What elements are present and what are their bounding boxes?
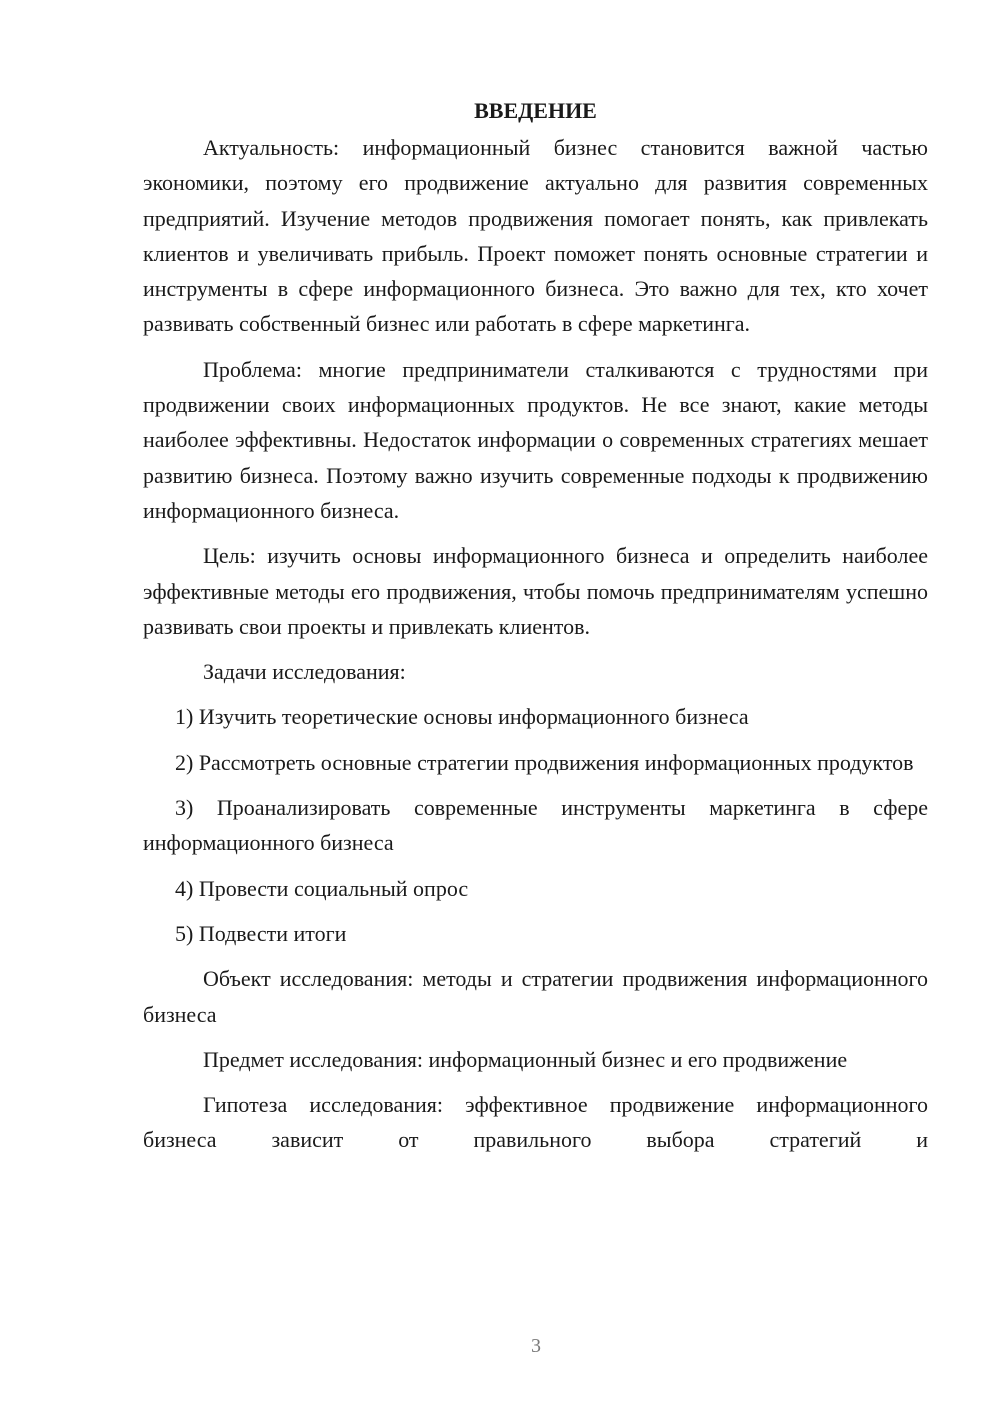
paragraph-object: Объект исследования: методы и стратегии продвижения информационного бизнеса — [143, 966, 928, 1027]
paragraph-goal: Цель: изучить основы информационного бизнеса и определить наиболее эффективные методы его продвижения, чтобы помочь предпринимателям успешно развивать свои проекты и привлекать клиентов. — [143, 543, 928, 639]
task-item-2: 2) Рассмотреть основные стратегии продвижения информационных продуктов — [175, 749, 914, 775]
paragraph-hypothesis: Гипотеза исследования: эффективное продвижение информационного бизнеса зависит от правильного выбора стратегий и — [143, 1092, 928, 1153]
tasks-heading: Задачи исследования: — [203, 659, 406, 685]
document-page — [143, 93, 928, 1168]
paragraph-relevance: Актуальность: информационный бизнес становится важной частью экономики, поэтому его продвижение актуально для развития современных предприятий. Изучение методов продвижения помогает понять, как привлекать клиентов и увеличивать прибыль. Проект поможет понять основные стратегии и инструменты в сфере информационного бизнеса. Это важно для тех, кто хочет развивать собственный бизнес или работать в сфере маркетинга. — [143, 135, 928, 337]
paragraph-problem: Проблема: многие предприниматели сталкиваются с трудностями при продвижении своих информационных продуктов. Не все знают, какие методы наиболее эффективны. Недостаток информации о современных стратегиях мешает развитию бизнеса. Поэтому важно изучить современные подходы к продвижению информационного бизнеса. — [143, 356, 928, 523]
section-title: ВВЕДЕНИЕ — [474, 98, 597, 123]
paragraph-subject: Предмет исследования: информационный бизнес и его продвижение — [203, 1046, 848, 1072]
task-item-1: 1) Изучить теоретические основы информационного бизнеса — [175, 704, 749, 730]
page-number: 3 — [531, 1335, 541, 1357]
task-item-4: 4) Провести социальный опрос — [175, 875, 469, 901]
task-item-5: 5) Подвести итоги — [175, 920, 347, 946]
task-item-3: 3) Проанализировать современные инструменты маркетинга в сфере информационного бизнеса — [143, 795, 928, 856]
